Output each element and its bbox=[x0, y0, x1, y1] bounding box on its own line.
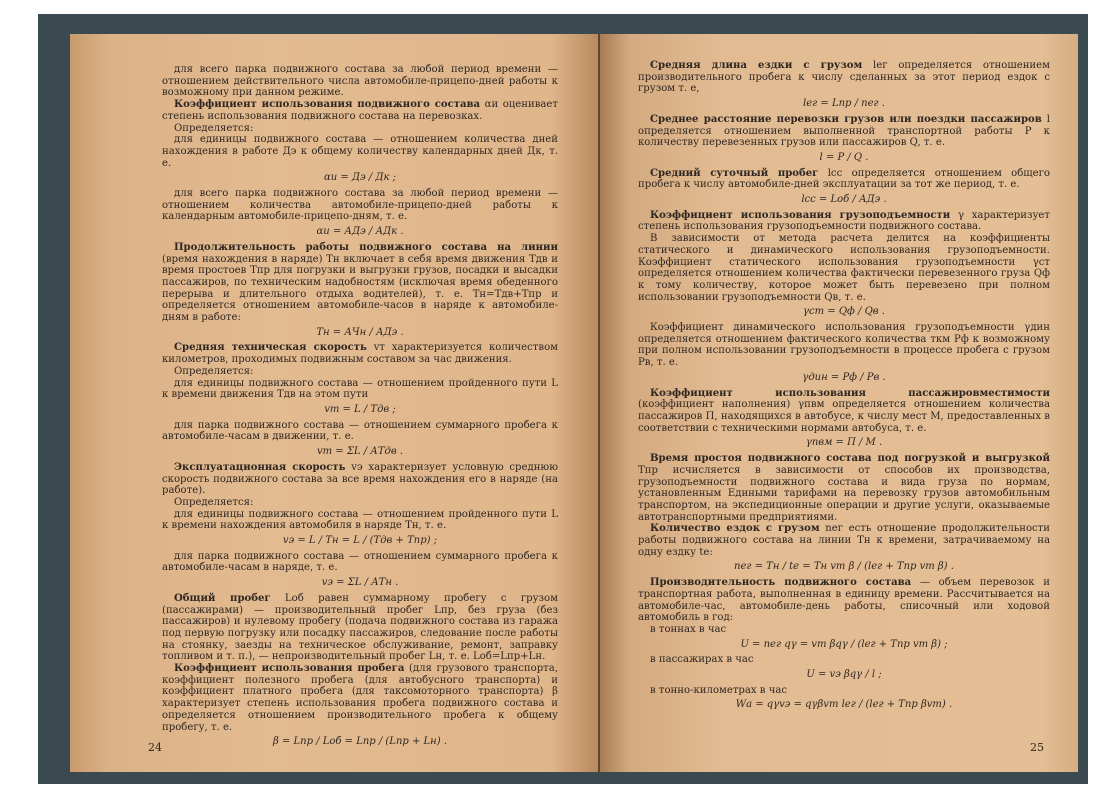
term-heading: Коэффициент использования пробега bbox=[174, 663, 405, 675]
formula: Тн = АЧн / АДэ . bbox=[316, 326, 404, 338]
definition-paragraph bbox=[638, 577, 1050, 624]
paragraph-text: Определяется: bbox=[174, 496, 254, 508]
definition-paragraph bbox=[162, 242, 558, 324]
formula: lег = Lпр / nег . bbox=[803, 98, 885, 110]
definition-paragraph bbox=[638, 523, 1050, 558]
definition-paragraph bbox=[638, 453, 1050, 523]
text-paragraph bbox=[162, 497, 558, 509]
paragraph-text: В зависимости от метода расчета делится на коэффициенты статического и динамического использования грузоподъемности. Коэффициент статического использования грузоподъемности γст определяется отношением количества фактически перевезенного груза Qф к тому количеству, которое может быть перевезено при полном использовании грузоподъемности Qв, т. е. bbox=[638, 233, 1050, 303]
definition-paragraph bbox=[638, 60, 1050, 95]
text-paragraph bbox=[162, 420, 558, 443]
right-page-text bbox=[638, 60, 1050, 715]
paragraph-text: vэ характеризует условную среднюю скорость подвижного состава за все время нахождения его в наряде (на работе). bbox=[162, 461, 558, 497]
formula: vт = ΣL / АТдв . bbox=[316, 446, 404, 458]
term-heading: Производительность подвижного состава bbox=[650, 577, 912, 589]
paragraph-text: (коэффициент наполнения) γпвм определяется отношением количества пассажиров П, находящихся в автобусе, к числу мест М, предоставленных в соответствии с техническими нормами автобуса, т. е. bbox=[638, 399, 1050, 434]
paragraph-text: в пассажирах в час bbox=[650, 654, 754, 666]
formula: vт = L / Тдв ; bbox=[324, 403, 396, 415]
paragraph-text: lег определяется отношением производительного пробега к числу сделанных за этот период ездок с грузом т. е, bbox=[638, 60, 1050, 95]
paragraph-text: Определяется: bbox=[174, 365, 254, 377]
definition-paragraph bbox=[162, 342, 558, 365]
text-paragraph bbox=[162, 188, 558, 223]
definition-paragraph bbox=[638, 388, 1050, 435]
text-paragraph bbox=[162, 134, 558, 169]
paragraph-text: Коэффициент динамического использования грузоподъемности γдин определяется отношением фактического количества ткм Pф к возможному при полном использовании грузоподъемности в процессе пробега с грузом Pв, т. е. bbox=[638, 322, 1050, 369]
paragraph-text: для единицы подвижного состава — отношением пройденного пути L к времени нахождения автомобиля в наряде Тн, т. е. bbox=[162, 508, 558, 532]
right-page bbox=[600, 34, 1078, 772]
paragraph-text: l определяется отношением выполненной транспортной работы P к количеству перевезенных грузов или пассажиров Q, т. е. bbox=[638, 113, 1051, 149]
formula: αи = АДэ / АДк . bbox=[316, 226, 404, 238]
formula: β = Lпр / Lоб = Lпр / (Lпр + Lн) . bbox=[272, 736, 448, 748]
text-paragraph bbox=[162, 378, 558, 401]
term-heading: Коэффициент использования подвижного состава bbox=[174, 99, 481, 111]
right-page-number: 25 bbox=[1030, 741, 1044, 755]
definition-paragraph bbox=[638, 210, 1050, 233]
formula: vэ = L / Тн = L / (Тдв + Тпр) ; bbox=[282, 535, 438, 547]
formula: γдин = Pф / Pв . bbox=[802, 371, 886, 383]
left-page-text bbox=[162, 64, 558, 752]
term-heading: Продолжительность работы подвижного состава на линии bbox=[174, 241, 558, 253]
formula: γст = Qф / Qв . bbox=[803, 306, 885, 318]
definition-paragraph bbox=[162, 663, 558, 733]
text-paragraph bbox=[638, 685, 1050, 697]
formula: Wа = qγvэ = qγβvт lег / (lег + Тпр βvт) . bbox=[735, 699, 953, 711]
term-heading: Время простоя подвижного состава под погрузкой и выгрузкой bbox=[650, 453, 1050, 465]
term-heading: Коэффициент использования пассажировместимости bbox=[650, 387, 1050, 399]
paragraph-text: nег есть отношение продолжительности работы подвижного состава на линии Тн к времени, затрачиваемому на одну ездку tе: bbox=[638, 523, 1050, 558]
text-paragraph bbox=[162, 551, 558, 574]
definition-paragraph bbox=[162, 99, 558, 122]
text-paragraph bbox=[162, 123, 558, 135]
definition-paragraph bbox=[638, 114, 1050, 149]
term-heading: Средняя техническая скорость bbox=[174, 342, 367, 354]
term-heading: Общий пробег bbox=[174, 592, 271, 604]
paragraph-text: для единицы подвижного состава — отношением пройденного пути L к времени движения Тдв на этом пути bbox=[162, 377, 558, 401]
left-page bbox=[70, 34, 598, 772]
term-heading: Количество ездок с грузом bbox=[650, 523, 820, 535]
formula: αи = Дэ / Дк ; bbox=[323, 172, 397, 184]
paragraph-text: в тоннах в час bbox=[650, 623, 727, 635]
paragraph-text: αи оценивает степень использования подвижного состава на перевозках. bbox=[162, 99, 558, 122]
formula: γпвм = П / М . bbox=[805, 437, 883, 449]
term-heading: Эксплуатационная скорость bbox=[174, 461, 346, 473]
paragraph-text: Lоб равен суммарному пробегу с грузом (пассажирами) — производительный пробег Lпр, без груза (без пассажиров) и нулевому пробегу (подача подвижного состава из гаража под первую погрузку или посадку пассажиров, следование после работы на стоянку, заезды на техническое обслуживание, ремонт, заправку топливом и т. п.), — непроизводительный пробег Lн, т. е. Lоб=Lпр+Lн. bbox=[162, 592, 558, 663]
paragraph-text: для парка подвижного состава — отношением суммарного пробега к автомобиле-часам в наряде, т. е. bbox=[162, 550, 558, 574]
text-paragraph bbox=[638, 654, 1050, 666]
paragraph-text: (время нахождения в наряде) Тн включает в себя время движения Тдв и время простоев Тпр для погрузки и выгрузки грузов, посадки и высадки пассажиров, по техническим надобностям (исключая время обеденного перерыва и длительного отдыха водителей), т. е. Тн=Тдв+Тпр и определяется отношением автомобиле-часов в наряде к автомобиле-дням в работе: bbox=[162, 253, 558, 324]
formula: U = vэ βqγ / l ; bbox=[806, 669, 882, 681]
paragraph-text: Тпр исчисляется в зависимости от способов их производства, грузоподъемности подвижного состава и вида груза по нормам, установленным Едиными тарифами на перевозку грузов автомобильным транспортом, на экспедиционные операции и другие услуги, оказываемые автотранспортными предприятиями. bbox=[638, 464, 1050, 523]
text-paragraph bbox=[162, 366, 558, 378]
text-paragraph bbox=[162, 64, 558, 99]
paragraph-text: для всего парка подвижного состава за любой период времени — отношением количества автомобиле-прицепо-дней работы к календарным автомобиле-прицепо-дням, т. е. bbox=[162, 188, 558, 223]
paragraph-text: в тонно-километрах в час bbox=[650, 684, 788, 696]
formula: lсс = Lоб / АДэ . bbox=[801, 194, 887, 206]
formula: nег = Тн / tе = Тн vт β / (lег + Тпр vт β) . bbox=[734, 561, 954, 573]
text-paragraph bbox=[638, 233, 1050, 303]
formula: vэ = ΣL / АТн . bbox=[321, 577, 399, 589]
paragraph-text: (для грузового транспорта, коэффициент полезного пробега (для автобусного транспорта) и коэффициент платного пробега (для таксомоторного транспорта) β характеризует степень использования пробега подвижного состава и определяется отношением производительного пробега к общему пробегу, т. е. bbox=[162, 663, 558, 733]
term-heading: Средний суточный пробег bbox=[650, 167, 819, 179]
term-heading: Среднее расстояние перевозки грузов или поездки пассажиров bbox=[650, 113, 1042, 125]
paragraph-text: — объем перевозок и транспортная работа, выполненная в единицу времени. Рассчитывается на автомобиле-час, автомобиле-день работы, списочный или ходовой автомобиль в год: bbox=[638, 577, 1050, 624]
paragraph-text: для парка подвижного состава — отношением суммарного пробега к автомобиле-часам в движении, т. е. bbox=[162, 419, 558, 443]
term-heading: Коэффициент использования грузоподъемности bbox=[650, 209, 951, 221]
paragraph-text: vт характеризуется количеством километров, проходимых подвижным составом за час движения. bbox=[162, 342, 558, 366]
paragraph-text: lсс определяется отношением общего пробега к числу автомобиле-дней эксплуатации за тот же период, т. е. bbox=[638, 167, 1050, 191]
definition-paragraph bbox=[638, 168, 1050, 191]
formula: U = nег qγ = vт βqγ / (lег + Тпр vт β) ; bbox=[740, 638, 948, 650]
text-paragraph bbox=[162, 509, 558, 532]
term-heading: Средняя длина ездки с грузом bbox=[650, 60, 863, 71]
text-paragraph bbox=[638, 322, 1050, 369]
text-paragraph bbox=[638, 624, 1050, 636]
paragraph-text: для всего парка подвижного состава за любой период времени — отношением действительного числа автомобиле-прицепо-дней работы к возможному при данном режиме. bbox=[162, 64, 558, 99]
paragraph-text: Определяется: bbox=[174, 122, 254, 134]
definition-paragraph bbox=[162, 593, 558, 663]
paragraph-text: γ характеризует степень использования грузоподъемности подвижного состава. bbox=[638, 209, 1050, 233]
left-page-number: 24 bbox=[148, 741, 162, 755]
paragraph-text: для единицы подвижного состава — отношением количества дней нахождения в работе Дэ к общему количеству календарных дней Дк, т. е. bbox=[162, 134, 558, 169]
definition-paragraph bbox=[162, 462, 558, 497]
formula: l = P / Q . bbox=[819, 151, 869, 163]
